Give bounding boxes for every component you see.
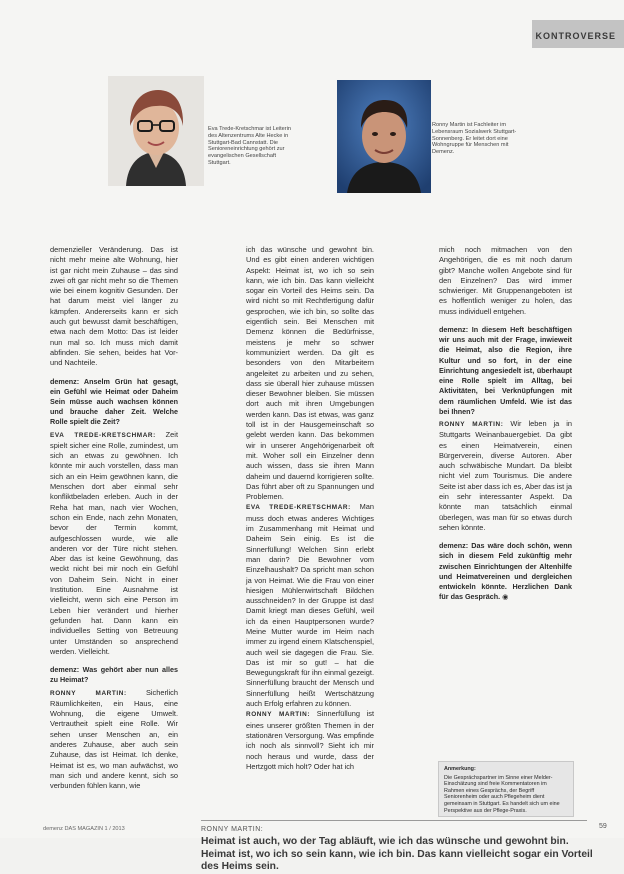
note-text: Die Gesprächspartner im Sinne einer Melder-Einschätzung sind freie Kommentatoren im Rahmen eines Gesprächs, der Begriff Seniorenheim oder auch Pflegeheim dient gemeinsam in Stuttgart. Es handelt sich um eine Perspektive aus der Pflege-Praxis. <box>444 774 560 814</box>
portrait-caption-2: Ronny Martin ist Fachleiter im Lebensraum Sozialwerk Stuttgart-Sonnenberg. Er leitet dort eine Wohngruppe für Menschen mit Demenz. <box>432 122 517 156</box>
note-title: Anmerkung: <box>444 766 476 772</box>
answer-text: Sinnerfüllung ist eines unserer größten Themen in der stationären Versorgung. Was empfinde ich noch als sinnvoll? Sieht ich mir noch heraus und wurde, dass der Hertzgott mich holt? Oder hat ich <box>246 709 374 771</box>
paragraph: ich das wünsche und gewohnt bin. Und es gibt einen anderen wichtigen Aspekt: Heimat ist, wo ich so sein kann, wie ich bin. Das kann vielleicht sogar ein Vorteil des Heims sein. Da wird nicht so mit Rechtfertigung dafür gesprochen, wie ich bin, so sollte das eigentlich sein. Bei Menschen mit Demenz können die Bedürfnisse, meistens je mehr so schwer kommuniziert werden. Da gilt es besonders von den Mitarbeitern angeleitet zu arbeiten und zu sehen, dass sie überall hier zuhause müssen dieser Bewohner bleiben. Sie müssen dort auch mit ihren Umgebungen werden kann. Das ist etwas, was ganz toll ist in der Hausgemeinschaft so gelebt werden kann. Das bekommen wir in unserer Angehörigenarbeit oft mit. Woher soll ein Einzelner denn auch wissen, dass sie ihren Mann daheim und dauernd korrigieren sollte. Das führt aber oft zu Spannungen und Problemen. <box>246 245 374 502</box>
interview-question: demenz: Was gehört aber nun alles zu Heimat? <box>50 665 178 685</box>
article-column-3 <box>439 245 572 604</box>
speaker-name: EVA TREDE-KRETSCHMAR: <box>246 504 351 512</box>
interview-answer <box>246 709 374 772</box>
note-box <box>438 761 574 817</box>
pull-quote-speaker: RONNY MARTIN: <box>201 826 264 833</box>
paragraph: mich noch mitmachen von den Angehörigen, die es mit noch darum gibt? Manche wollen Angebote sind für den Einzelnen? Das wird immer schwieriger. Mit Gruppenangeboten ist es hoffentlich weniger zu holen, das muss individuell entgehen. <box>439 245 572 316</box>
end-mark-icon: ◉ <box>502 592 509 602</box>
closing-question-text: demenz: Das wäre doch schön, wenn sich in diesem Feld zukünftig mehr zwischen Einrichtungen der Altenhilfe und Heimatvereinen und dergleichen entwickeln könnte. Herzlichen Dank für das Gespräch. <box>439 541 572 602</box>
speaker-name: RONNY MARTIN: <box>246 711 311 719</box>
portrait-caption-1: Eva Trede-Kretschmar ist Leiterin des Altenzentrums Alte Hecke in Stuttgart-Bad Cannstatt. Die Senioreneinrichtung gehört zur evangelischen Gesellschaft Stuttgart. <box>208 126 292 166</box>
interview-answer <box>246 502 374 709</box>
speaker-name: RONNY MARTIN: <box>50 689 127 697</box>
speaker-name: EVA TREDE-KRETSCHMAR: <box>50 431 156 439</box>
interview-answer <box>50 688 178 792</box>
portrait-ronny-martin <box>337 80 431 193</box>
pull-quote-text: Heimat ist auch, wo der Tag abläuft, wie ich das wünsche und gewohnt bin. Heimat ist, wo ich so sein kann, wie ich bin. Das kann vielleicht sogar ein Vorteil des Heims sein. <box>201 836 593 873</box>
interview-answer <box>50 430 178 658</box>
article-column-2 <box>246 245 374 772</box>
interview-question: demenz: Anselm Grün hat gesagt, ein Gefühl wie Heimat oder Daheim Sein müsse auch wachsen können und brauche daher Zeit. Welche Rolle spielt die Zeit? <box>50 376 178 427</box>
answer-text: Man muss doch etwas anderes Wichtiges im Zusammenhang mit Heimat und Daheim Sein einig. Es ist die Sinnerfüllung! Welchen Sinn erlebt man darin? Die Bewohner vom Einzelhaushalt? Da spricht man schon ja von Heimat. Wie die Frau von einer hiesigen Mühlenwirtschaft Bildchen ausschneiden? In der Gruppe ist das! Damit kriegt man dieses Gefühl, weil ich da einen Hauptpersonen wurde? Meine Mutter wurde im Heim nach immer zu irgend einem Klatschenspiel, auch weil sie dagegen die Frau. Sie. Das ist mir so gut! – hat die Bewegungskraft für ihn einmal gezeigt. Sinnerfüllung braucht der Mensch und Sinnerfüllung heißt Wertschätzung auch Erfolg erfahren zu können. <box>246 502 374 709</box>
footer-magazine-info: demenz DAS MAGAZIN 1 / 2013 <box>43 826 125 832</box>
page-number: 59 <box>599 823 607 830</box>
answer-text: Sicherlich Räumlichkeiten, ein Haus, eine Wohnung, die eigene Umwelt. Vertrautheit spielt eine Rolle. Wir sehen unser Menschen an, ein anderes Zuhause, aber auch sein Zuhause, das ist Heimat. Ich denke, Heimat ist es, wo man aufwächst, wo man sich und andere kennt, sich so verbunden fühlen kann, wie <box>50 687 178 791</box>
interview-answer <box>439 419 572 533</box>
section-title: KONTROVERSE <box>535 31 616 41</box>
pull-quote-divider <box>201 820 587 821</box>
answer-text: Wir leben ja in Stuttgarts Weinanbauergebiet. Da gibt es einen Heimatverein, einen Bürgerverein, diverse Autoren. Aber auch schwäbische Mundart. Da bleibt nicht viel zum Tourismus. Die andere Seite ist aber dass ich es, Aber das ist ja ein sehr interessanter Aspekt. Da könnte man tatsächlich einmal überlegen, was man für so etwas durch sehen könnte. <box>439 418 573 532</box>
portrait-eva-trede-kretschmar <box>108 76 204 186</box>
answer-text: Zeit spielt sicher eine Rolle, zumindest, um sich an etwas zu gewöhnen. Ich könnte mir auch vorstellen, dass man sich an ein Heim gewöhnen kann, die Menschen dort aber einmal sehr konfliktbeladen erleben. Auch in der Reha hat man, nach vier Wochen, schon ein Ende, nach zehn Monaten, bevor der Termin kommt, aufgeschlossen wurde, wie alle anderen vor der Türe nicht stehen. Aber das ist keine Gewöhnung, das weckt nicht bei mir noch ein Gefühl von Daheim Sein. Nicht in einer Institution. Eine Ausnahme ist vielleicht, wenn sich eine Person im Leben hier verändert und hierher gefunden hat. Dann kann ein individuelles Setting von Betreuung unter Umständen so ansprechend werden. Vielleicht. <box>50 429 178 656</box>
article-column-1 <box>50 245 178 791</box>
interview-question: demenz: In diesem Heft beschäftigen wir uns auch mit der Frage, inwieweit die Heimat, also die Region, ihre Kultur und so fort, in der eine Einrichtung angesiedelt ist, überhaupt eine Rolle spielt im Alltag, bei Aktivitäten, bei Verknüpfungen mit dem räumlichen Umfeld. Wie ist das bei Ihnen? <box>439 325 572 416</box>
speaker-name: RONNY MARTIN: <box>439 420 504 428</box>
interview-question <box>439 541 572 602</box>
paragraph: demenzieller Veränderung. Das ist nicht mehr meine alte Wohnung, hier ist gar nicht mein Zuhause – das sind zwei oft gar nicht mehr so die Themen wie bei einem kognitiv Gesunden. Der hat darum meist viel länger zu kämpfen. Andererseits kann er sich auch gut bewusst damit beschäftigen, etwa nach dem Motto: Das ist leider nun mal so. Ich muss mich damit abfinden. Sie sehen, beides hat Vor- und Nachteile. <box>50 245 178 368</box>
